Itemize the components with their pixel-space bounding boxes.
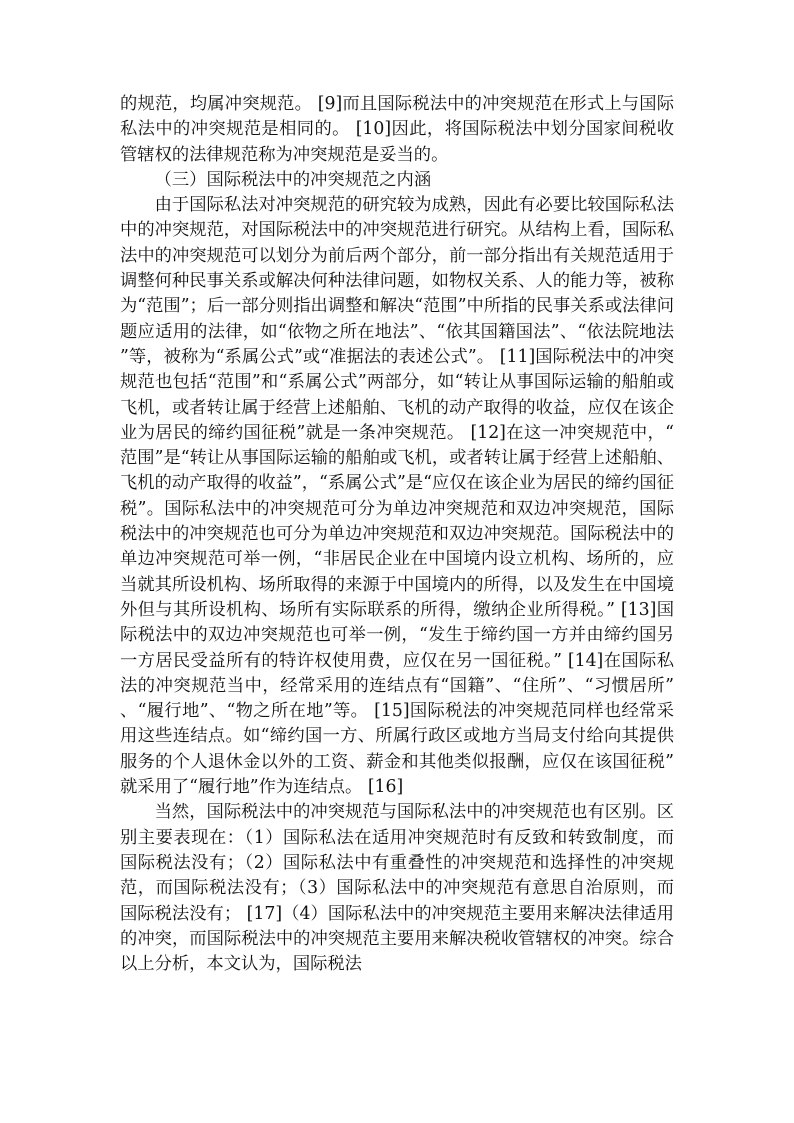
paragraph-continuation: 的规范，均属冲突规范。 [9]而且国际税法中的冲突规范在形式上与国际私法中的冲突规范是相同的。 [10]因此，将国际税法中划分国家间税收管辖权的法律规范称为冲突规范是妥当的。 bbox=[120, 94, 674, 165]
paragraph-structure: 由于国际私法对冲突规范的研究较为成熟，因此有必要比较国际私法中的冲突规范，对国际税法中的冲突规范进行研究。从结构上看，国际私法中的冲突规范可以划分为前后两个部分，前一部分指出有关规范适用于调整何种民事关系或解决何种法律问题，如物权关系、人的能力等，被称为“范围”；后一部分则指出调整和解决“范围”中所指的民事关系或法律问题应适用的法律，如“依物之所在地法”、“依其国籍国法”、“依法院地法”等，被称为“系属公式”或“准据法的表述公式”。 [11]国际税法中的冲突规范也包括“范围”和“系属公式”两部分，如“转让从事国际运输的船舶或飞机，或者转让属于经营上述船舶、飞机的动产取得的收益，应仅在该企业为居民的缔约国征税”就是一条冲突规范。 [12]在这一冲突规范中，“范围”是“转让从事国际运输的船舶或飞机，或者转让属于经营上述船舶、飞机的动产取得的收益”，“系属公式”是“应仅在该企业为居民的缔约国征税”。国际私法中的冲突规范可分为单边冲突规范和双边冲突规范，国际税法中的冲突规范也可分为单边冲突规范和双边冲突规范。国际税法中的单边冲突规范可举一例，“非居民企业在中国境内设立机构、场所的，应当就其所设机构、场所取得的来源于中国境内的所得，以及发生在中国境外但与其所设机构、场所有实际联系的所得，缴纳企业所得税。” [13]国际税法中的双边冲突规范也可举一例，“发生于缔约国一方并由缔约国另一方居民受益所有的特许权使用费，应仅在另一国征税。” [14]在国际私法的冲突规范当中，经常采用的连结点有“国籍”、“住所”、“习惯居所”、“履行地”、“物之所在地”等。 [15]国际税法的冲突规范同样也经常采用这些连结点。如“缔约国一方、所属行政区或地方当局支付给向其提供服务的个人退休金以外的工资、薪金和其他类似报酬，应仅在该国征税”就采用了“履行地”作为连结点。 [16] bbox=[120, 195, 674, 798]
section-heading: （三）国际税法中的冲突规范之内涵 bbox=[154, 169, 432, 190]
paragraph-differences: 当然，国际税法中的冲突规范与国际私法中的冲突规范也有区别。区别主要表现在：（1）国际私法在适用冲突规范时有反致和转致制度，而国际税法没有；（2）国际私法中有重叠性的冲突规范和选择性的冲突规范，而国际税法没有；（3）国际私法中的冲突规范有意思自治原则，而国际税法没有； [17]（4）国际私法中的冲突规范主要用来解决法律适用的冲突，而国际税法中的冲突规范主要用来解决税收管辖权的冲突。综合以上分析，本文认为，国际税法 bbox=[120, 802, 674, 975]
body-text bbox=[120, 92, 674, 977]
